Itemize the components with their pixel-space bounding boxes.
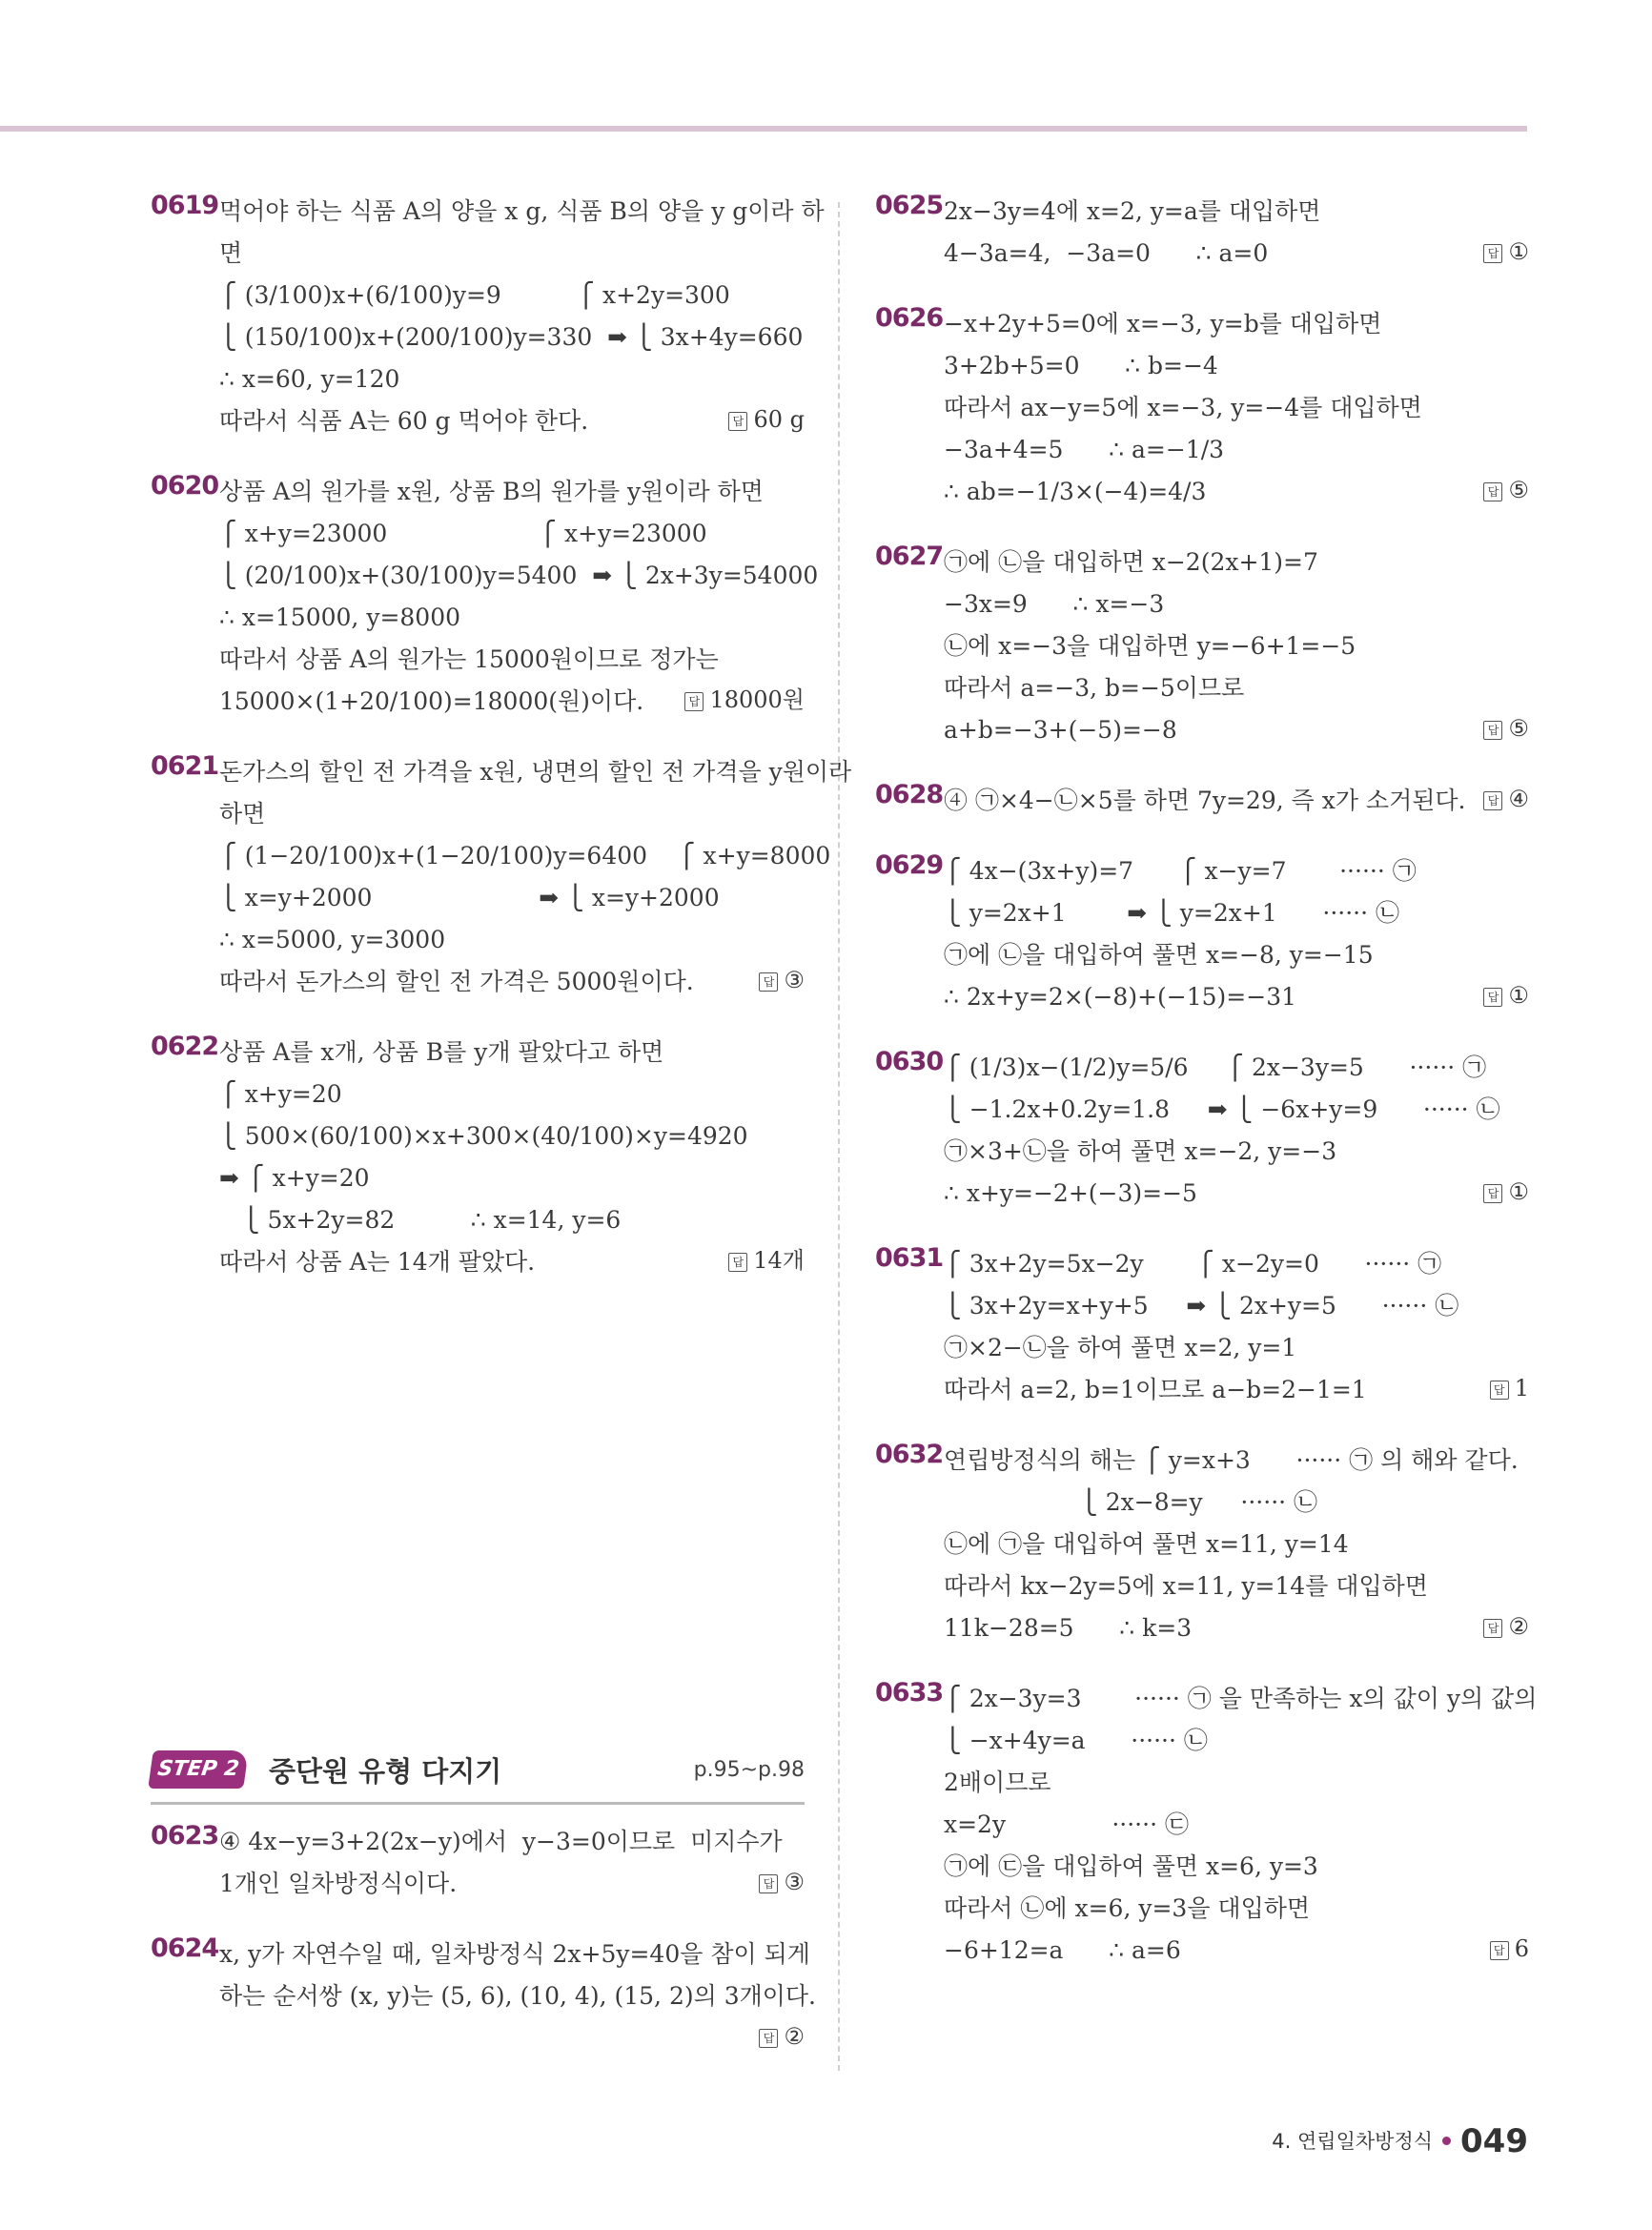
answer <box>728 1239 805 1281</box>
answer-mark: 답 <box>1483 791 1502 810</box>
problem-number: 0628 <box>875 780 944 809</box>
solution-line: ➡ ⎧ x+y=20 <box>219 1164 370 1192</box>
answer-mark: 답 <box>759 2029 778 2048</box>
solution-line: ⎧ 4x−(3x+y)=7 ⎧ x−y=7 ······ ㉠ <box>944 857 1417 885</box>
solution-line: ㉠×2−㉡을 하여 풀면 x=2, y=1 <box>944 1334 1297 1361</box>
page-number: 049 <box>1460 2122 1528 2160</box>
answer-mark: 답 <box>1483 244 1502 263</box>
solution-line: ⎩ −1.2x+0.2y=1.8 ➡ ⎩ −6x+y=9 ······ ㉡ <box>944 1095 1500 1123</box>
answer-value: 1 <box>1514 1375 1529 1401</box>
problem-number: 0620 <box>151 471 219 501</box>
problem-0633 <box>875 1678 1538 1972</box>
solution-line: ㉡에 ㉠을 대입하여 풀면 x=11, y=14 <box>944 1530 1349 1558</box>
answer-value: ① <box>1508 1178 1529 1205</box>
solution-line: 1개인 일차방정식이다. <box>219 1870 458 1897</box>
solution-line: x=2y ······ ㉢ <box>944 1811 1189 1838</box>
problem-0630 <box>875 1047 1529 1215</box>
step-pages: p.95~p.98 <box>693 1758 805 1782</box>
answer-value: 14개 <box>753 1247 805 1274</box>
solution-line: ⎩ (150/100)x+(200/100)y=330 ➡ ⎩ 3x+4y=660 <box>219 323 804 351</box>
problem-number: 0627 <box>875 542 944 571</box>
solution-line: ⎩ −x+4y=a ······ ㉡ <box>944 1727 1208 1754</box>
solution-line: 따라서 식품 A는 60 g 먹어야 한다. <box>219 407 589 435</box>
solution-line: 따라서 kx−2y=5에 x=11, y=14를 대입하면 <box>944 1572 1428 1600</box>
answer-mark: 답 <box>684 692 704 711</box>
problem-0619 <box>151 191 825 442</box>
answer <box>1483 1171 1529 1213</box>
solution-line: ㉠에 ㉡을 대입하면 x−2(2x+1)=7 <box>944 548 1318 576</box>
answer <box>1483 231 1529 273</box>
left-column-lower <box>151 1821 816 2088</box>
problem-0627 <box>875 542 1529 751</box>
solution-line: ㉡에 x=−3을 대입하면 y=−6+1=−5 <box>944 632 1356 660</box>
solution-line: 하는 순서쌍 (x, y)는 (5, 6), (10, 4), (15, 2)의 3개이다. <box>219 1982 816 2010</box>
answer-mark: 답 <box>1483 721 1502 740</box>
solution-line: ⎧ (3/100)x+(6/100)y=9 ⎧ x+2y=300 <box>219 281 730 309</box>
right-column <box>875 191 1538 2000</box>
answer-value: ① <box>1508 238 1529 265</box>
answer <box>1483 469 1529 511</box>
solution-line <box>219 2017 805 2059</box>
solution-line: ⎧ (1−20/100)x+(1−20/100)y=6400 ⎧ x+y=8000 <box>219 842 831 869</box>
solution-line: ∴ x=60, y=120 <box>219 365 400 393</box>
problem-0628 <box>875 780 1529 822</box>
answer-mark: 답 <box>1483 482 1502 501</box>
answer-value: ② <box>784 2023 805 2050</box>
answer <box>759 959 805 1001</box>
answer-mark: 답 <box>728 1253 747 1272</box>
solution-line: x, y가 자연수일 때, 일차방정식 2x+5y=40을 참이 되게 <box>219 1940 810 1968</box>
solution-line: 2x−3y=4에 x=2, y=a를 대입하면 <box>944 197 1321 225</box>
solution-line: ④ ㉠×4−㉡×5를 하면 7y=29, 즉 x가 소거된다. <box>944 787 1466 814</box>
answer-mark: 답 <box>1483 988 1502 1007</box>
problem-0624 <box>151 1933 816 2059</box>
problem-number: 0629 <box>875 850 944 880</box>
solution-line: 2배이므로 <box>944 1769 1051 1796</box>
solution-line: 돈가스의 할인 전 가격을 x원, 냉면의 할인 전 가격을 y원이라 <box>219 758 852 786</box>
answer <box>1483 778 1529 820</box>
answer <box>1490 1367 1529 1409</box>
bullet-icon <box>1442 2137 1451 2145</box>
answer-value: 60 g <box>753 406 805 433</box>
solution-line: 따라서 상품 A의 원가는 15000원이므로 정가는 <box>219 645 719 673</box>
problem-0625 <box>875 191 1529 275</box>
solution-line: 따라서 ㉡에 x=6, y=3을 대입하면 <box>944 1894 1311 1922</box>
solution-line: −x+2y+5=0에 x=−3, y=b를 대입하면 <box>944 310 1382 338</box>
solution-line: ⎧ 3x+2y=5x−2y ⎧ x−2y=0 ······ ㉠ <box>944 1250 1442 1278</box>
answer-value: ⑤ <box>1508 477 1529 503</box>
problem-number: 0633 <box>875 1678 944 1708</box>
answer-mark: 답 <box>1483 1619 1502 1638</box>
answer-mark: 답 <box>759 1874 778 1893</box>
solution-line: ⎧ x+y=20 <box>219 1080 342 1108</box>
answer <box>1483 974 1529 1016</box>
problem-number: 0626 <box>875 303 944 333</box>
solution-line: 하면 <box>219 800 266 828</box>
solution-line: ⎩ 500×(60/100)×x+300×(40/100)×y=4920 <box>219 1122 748 1150</box>
solution-line: 따라서 돈가스의 할인 전 가격은 5000원이다. <box>219 968 694 995</box>
problem-number: 0624 <box>151 1933 219 1963</box>
step-title: 중단원 유형 다지기 <box>269 1755 502 1788</box>
solution-line: ④ 4x−y=3+2(2x−y)에서 y−3=0이므로 미지수가 <box>219 1828 783 1855</box>
solution-line: 연립방정식의 해는 ⎧ y=x+3 ······ ㉠ 의 해와 같다. <box>944 1446 1519 1474</box>
solution-line: ⎧ 2x−3y=3 ······ ㉠ 을 만족하는 x의 값이 y의 값의 <box>944 1685 1538 1712</box>
problem-0629 <box>875 850 1529 1018</box>
solution-line: a+b=−3+(−5)=−8 <box>944 716 1177 744</box>
solution-line: 먹어야 하는 식품 A의 양을 x g, 식품 B의 양을 y g이라 하 <box>219 197 825 225</box>
solution-line: 면 <box>219 239 243 267</box>
solution-line: ∴ 2x+y=2×(−8)+(−15)=−31 <box>944 983 1297 1011</box>
problem-0626 <box>875 303 1529 513</box>
answer <box>728 399 805 440</box>
solution-line: ∴ x=5000, y=3000 <box>219 926 446 953</box>
solution-line: ㉠에 ㉢을 대입하여 풀면 x=6, y=3 <box>944 1852 1318 1880</box>
answer-mark: 답 <box>759 972 778 992</box>
solution-line: 따라서 a=2, b=1이므로 a−b=2−1=1 <box>944 1376 1367 1403</box>
problem-number: 0630 <box>875 1047 944 1076</box>
problem-number: 0621 <box>151 751 219 781</box>
answer-value: ② <box>1508 1613 1529 1640</box>
solution-line: −6+12=a ∴ a=6 <box>944 1936 1181 1964</box>
problem-number: 0619 <box>151 191 219 220</box>
answer-value: ③ <box>784 967 805 993</box>
left-column <box>151 191 852 1312</box>
chapter-title: 4. 연립일차방정식 <box>1272 2130 1434 2153</box>
problem-number: 0632 <box>875 1440 944 1469</box>
solution-line: 15000×(1+20/100)=18000(원)이다. <box>219 687 644 715</box>
step-badge: STEP 2 <box>148 1750 249 1789</box>
problem-number: 0622 <box>151 1032 219 1061</box>
answer-value: ⑤ <box>1508 715 1529 742</box>
answer-value: 6 <box>1514 1935 1529 1962</box>
solution-line: −3x=9 ∴ x=−3 <box>944 590 1165 618</box>
solution-line: ∴ ab=−1/3×(−4)=4/3 <box>944 478 1207 505</box>
problem-0621 <box>151 751 852 1003</box>
solution-line: ∴ x=15000, y=8000 <box>219 604 461 631</box>
solution-line: 4−3a=4, −3a=0 ∴ a=0 <box>944 239 1269 267</box>
problem-0620 <box>151 471 819 723</box>
answer-value: 18000원 <box>709 686 805 713</box>
solution-line: ㉠×3+㉡을 하여 풀면 x=−2, y=−3 <box>944 1137 1337 1165</box>
answer-value: ① <box>1508 982 1529 1009</box>
solution-line: ㉠에 ㉡을 대입하여 풀면 x=−8, y=−15 <box>944 941 1374 969</box>
problem-0623 <box>151 1821 805 1905</box>
solution-line: ⎧ (1/3)x−(1/2)y=5/6 ⎧ 2x−3y=5 ······ ㉠ <box>944 1054 1487 1081</box>
page-footer <box>1272 2122 1528 2160</box>
column-divider <box>838 202 840 2071</box>
solution-line: ∴ x+y=−2+(−3)=−5 <box>944 1179 1197 1207</box>
solution-line: −3a+4=5 ∴ a=−1/3 <box>944 436 1225 463</box>
solution-line: ⎩ 5x+2y=82 ∴ x=14, y=6 <box>219 1206 622 1234</box>
answer-mark: 답 <box>728 412 747 431</box>
answer <box>1490 1928 1529 1970</box>
answer-mark: 답 <box>1483 1184 1502 1203</box>
problem-0622 <box>151 1032 805 1283</box>
step-header <box>151 1745 805 1805</box>
solution-line: 따라서 ax−y=5에 x=−3, y=−4를 대입하면 <box>944 394 1422 421</box>
answer <box>759 1861 805 1903</box>
solution-line: 11k−28=5 ∴ k=3 <box>944 1614 1193 1642</box>
answer-mark: 답 <box>1490 1381 1509 1400</box>
problem-0632 <box>875 1440 1529 1649</box>
problem-number: 0631 <box>875 1243 944 1273</box>
answer-value: ④ <box>1508 786 1529 812</box>
header-rule <box>0 126 1527 132</box>
solution-line: 3+2b+5=0 ∴ b=−4 <box>944 352 1218 379</box>
problem-0631 <box>875 1243 1529 1411</box>
solution-line: 상품 A를 x개, 상품 B를 y개 팔았다고 하면 <box>219 1038 664 1066</box>
solution-line: ⎧ x+y=23000 ⎧ x+y=23000 <box>219 520 707 547</box>
solution-line: ⎩ 2x−8=y ······ ㉡ <box>944 1488 1318 1516</box>
solution-line: ⎩ 3x+2y=x+y+5 ➡ ⎩ 2x+y=5 ······ ㉡ <box>944 1292 1459 1320</box>
answer-mark: 답 <box>1490 1941 1509 1960</box>
solution-line: ⎩ (20/100)x+(30/100)y=5400 ➡ ⎩ 2x+3y=54000 <box>219 562 819 589</box>
answer <box>684 679 805 721</box>
problem-number: 0623 <box>151 1821 219 1851</box>
answer <box>1483 707 1529 749</box>
answer-value: ③ <box>784 1869 805 1895</box>
solution-line: 상품 A의 원가를 x원, 상품 B의 원가를 y원이라 하면 <box>219 478 764 505</box>
solution-line: 따라서 상품 A는 14개 팔았다. <box>219 1248 536 1276</box>
solution-line: 따라서 a=−3, b=−5이므로 <box>944 674 1245 702</box>
problem-number: 0625 <box>875 191 944 220</box>
answer <box>759 2015 805 2057</box>
solution-line: ⎩ x=y+2000 ➡ ⎩ x=y+2000 <box>219 884 720 911</box>
solution-line: ⎩ y=2x+1 ➡ ⎩ y=2x+1 ······ ㉡ <box>944 899 1400 927</box>
answer <box>1483 1606 1529 1647</box>
